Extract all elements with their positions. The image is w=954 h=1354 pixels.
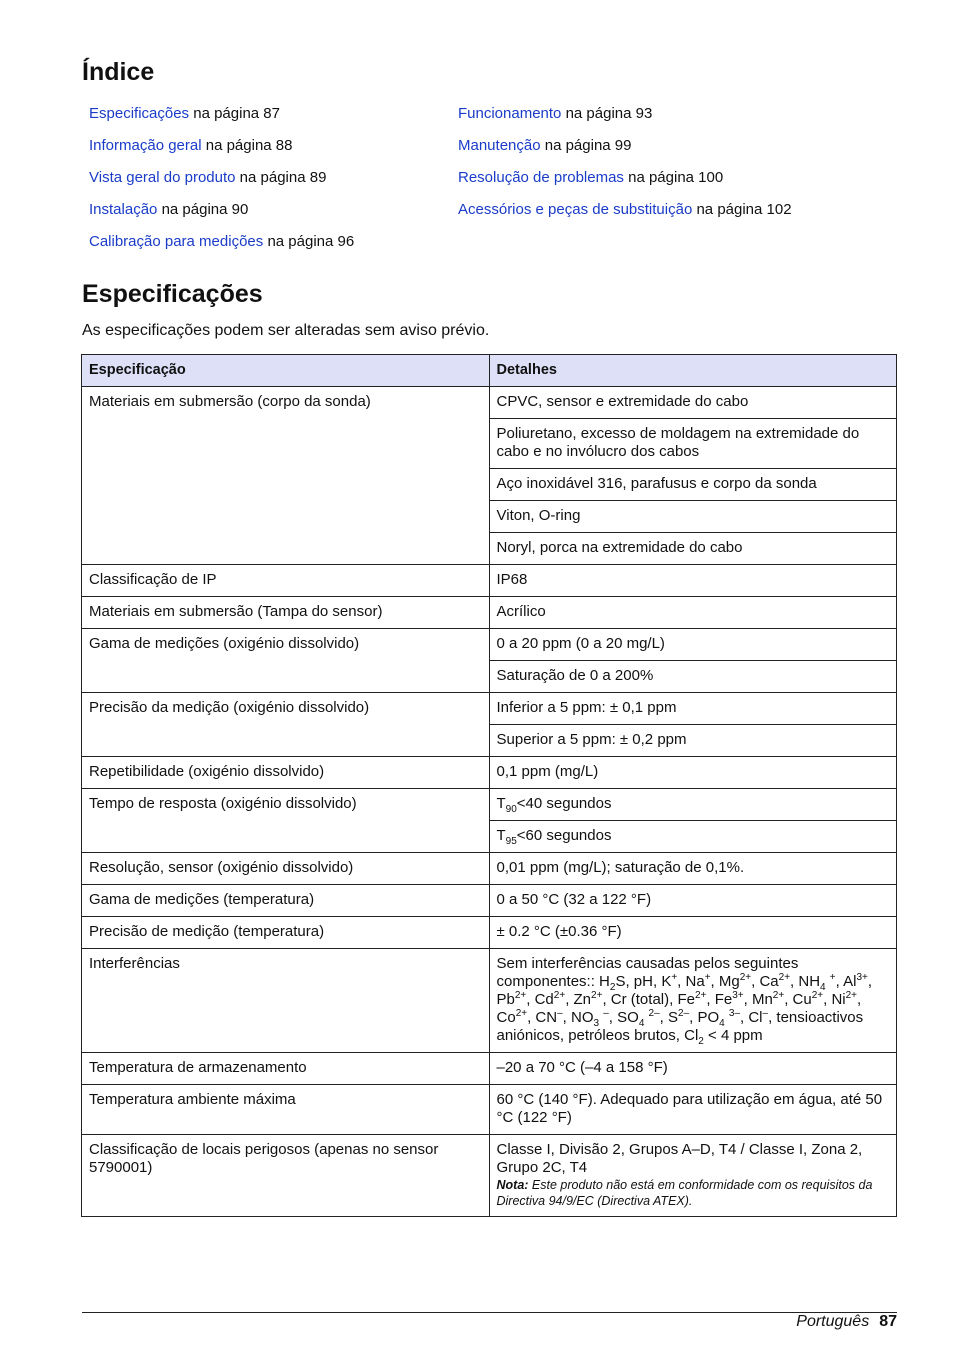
detail-cell: Acrílico <box>489 597 897 629</box>
toc-page-ref: na página 89 <box>239 169 327 186</box>
detail-cell: Saturação de 0 a 200% <box>489 661 897 693</box>
toc-item <box>458 169 792 201</box>
toc-item <box>89 201 354 233</box>
toc-item <box>89 105 354 137</box>
toc-page-ref: na página 96 <box>267 233 355 250</box>
spec-cell: Gama de medições (temperatura) <box>82 885 490 917</box>
index-heading: Índice <box>82 58 155 86</box>
detail-cell: 0 a 20 ppm (0 a 20 mg/L) <box>489 629 897 661</box>
table-row <box>82 757 897 789</box>
detail-cell: IP68 <box>489 565 897 597</box>
specs-intro: As especificações podem ser alteradas sem aviso prévio. <box>82 322 490 339</box>
detail-cell: –20 a 70 °C (–4 a 158 °F) <box>489 1053 897 1085</box>
table-row <box>82 565 897 597</box>
detail-cell-hazard <box>489 1135 897 1217</box>
toc-page-ref: na página 88 <box>205 137 293 154</box>
toc-item <box>89 233 354 265</box>
table-row <box>82 1053 897 1085</box>
detail-cell: Superior a 5 ppm: ± 0,2 ppm <box>489 725 897 757</box>
spec-cell: Precisão de medição (temperatura) <box>82 917 490 949</box>
footer-language: Português <box>796 1313 870 1330</box>
detail-cell: Aço inoxidável 316, parafusus e corpo da sonda <box>489 469 897 501</box>
detail-cell: 60 °C (140 °F). Adequado para utilização em água, até 50 °C (122 °F) <box>489 1085 897 1135</box>
spec-cell: Repetibilidade (oxigénio dissolvido) <box>82 757 490 789</box>
spec-cell: Precisão da medição (oxigénio dissolvido) <box>82 693 490 757</box>
toc-item <box>89 169 354 201</box>
table-header-row <box>82 355 897 387</box>
hazard-note <box>497 1177 890 1209</box>
table-row <box>82 789 897 821</box>
toc-link-informacao-geral[interactable]: Informação geral <box>89 137 202 154</box>
spec-cell: Materiais em submersão (corpo da sonda) <box>82 387 490 565</box>
specs-table <box>81 354 897 1217</box>
toc-page-ref: na página 90 <box>161 201 249 218</box>
table-row <box>82 387 897 419</box>
table-row <box>82 597 897 629</box>
table-row <box>82 917 897 949</box>
detail-cell: 0 a 50 °C (32 a 122 °F) <box>489 885 897 917</box>
toc-right-column <box>458 105 792 233</box>
spec-cell: Interferências <box>82 949 490 1053</box>
toc-link-manutencao[interactable]: Manutenção <box>458 137 541 154</box>
detail-cell-interferences: Sem interferências causadas pelos seguintes componentes:: $H_2S$, pH, K+, Na+, $Mg^{2+}$, $Ca^{2+}$, $NH_4$ +, $Al^{3+}$, $Pb^{2+}$, $Cd^{2+}$, $Zn^{2+}$, Cr (total), $Fe^{2+}$, $Fe^{3+}$, $Mn^{2+}$, $Cu^{2+}$, $Ni^{2+}$, $Co^{2+}$, CN–, $NO_3$ –, $SO_4$ $^{2-}$, $S^{2-}$, $PO_4$ $^{3-}$, Cl–, tensioactivos aniónicos, petróleos brutos, $Cl_2 < 4$ ppm <box>489 949 897 1053</box>
spec-cell: Classificação de IP <box>82 565 490 597</box>
detail-cell: Inferior a 5 ppm: ± 0,1 ppm <box>489 693 897 725</box>
toc-link-vista-geral[interactable]: Vista geral do produto <box>89 169 236 186</box>
table-row <box>82 1135 897 1217</box>
footer-divider <box>82 1312 897 1313</box>
spec-cell: Tempo de resposta (oxigénio dissolvido) <box>82 789 490 853</box>
toc-link-resolucao[interactable]: Resolução de problemas <box>458 169 624 186</box>
spec-cell: Gama de medições (oxigénio dissolvido) <box>82 629 490 693</box>
note-label: Nota: <box>496 1178 529 1192</box>
toc-item <box>458 137 792 169</box>
toc-link-especificacoes[interactable]: Especificações <box>89 105 190 122</box>
table-row <box>82 853 897 885</box>
toc-page-ref: na página 102 <box>696 201 792 218</box>
toc-item <box>458 105 792 137</box>
detail-cell: Viton, O-ring <box>489 501 897 533</box>
spec-cell: Classificação de locais perigosos (apenas no sensor 5790001) <box>82 1135 490 1217</box>
toc-link-acessorios[interactable]: Acessórios e peças de substituição <box>458 201 693 218</box>
col-header-details: Detalhes <box>489 355 897 387</box>
toc-link-calibracao[interactable]: Calibração para medições <box>89 233 264 250</box>
toc-left-column <box>89 105 354 265</box>
toc-page-ref: na página 99 <box>544 137 632 154</box>
toc-item <box>458 201 792 233</box>
toc-item <box>89 137 354 169</box>
specs-heading: Especificações <box>82 280 263 308</box>
detail-cell-t90: $T_{90}<40$ segundos <box>489 789 897 821</box>
detail-cell: 0,01 ppm (mg/L); saturação de 0,1%. <box>489 853 897 885</box>
spec-cell: Temperatura ambiente máxima <box>82 1085 490 1135</box>
table-row <box>82 885 897 917</box>
table-row <box>82 949 897 1053</box>
toc-link-instalacao[interactable]: Instalação <box>89 201 158 218</box>
table-row <box>82 693 897 725</box>
spec-cell: Resolução, sensor (oxigénio dissolvido) <box>82 853 490 885</box>
detail-cell: 0,1 ppm (mg/L) <box>489 757 897 789</box>
detail-cell: CPVC, sensor e extremidade do cabo <box>489 387 897 419</box>
detail-cell: ± 0.2 °C (±0.36 °F) <box>489 917 897 949</box>
col-header-spec: Especificação <box>82 355 490 387</box>
table-row <box>82 1085 897 1135</box>
page-number: 87 <box>879 1313 897 1330</box>
page-footer <box>796 1313 897 1331</box>
hazard-classification: Classe I, Divisão 2, Grupos A–D, T4 / Classe I, Zona 2, Grupo 2C, T4 <box>496 1141 863 1176</box>
table-row <box>82 629 897 661</box>
detail-cell: Poliuretano, excesso de moldagem na extremidade do cabo e no invólucro dos cabos <box>489 419 897 469</box>
spec-cell: Materiais em submersão (Tampa do sensor) <box>82 597 490 629</box>
toc-page-ref: na página 100 <box>628 169 724 186</box>
toc-link-funcionamento[interactable]: Funcionamento <box>458 105 562 122</box>
detail-cell: Noryl, porca na extremidade do cabo <box>489 533 897 565</box>
toc-page-ref: na página 93 <box>565 105 653 122</box>
spec-cell: Temperatura de armazenamento <box>82 1053 490 1085</box>
detail-cell-t95: $T_{95}<60$ segundos <box>489 821 897 853</box>
note-text: Este produto não está em conformidade com os requisitos da Directiva 94/9/EC (Directiva ATEX). <box>496 1178 873 1208</box>
toc-page-ref: na página 87 <box>193 105 280 122</box>
